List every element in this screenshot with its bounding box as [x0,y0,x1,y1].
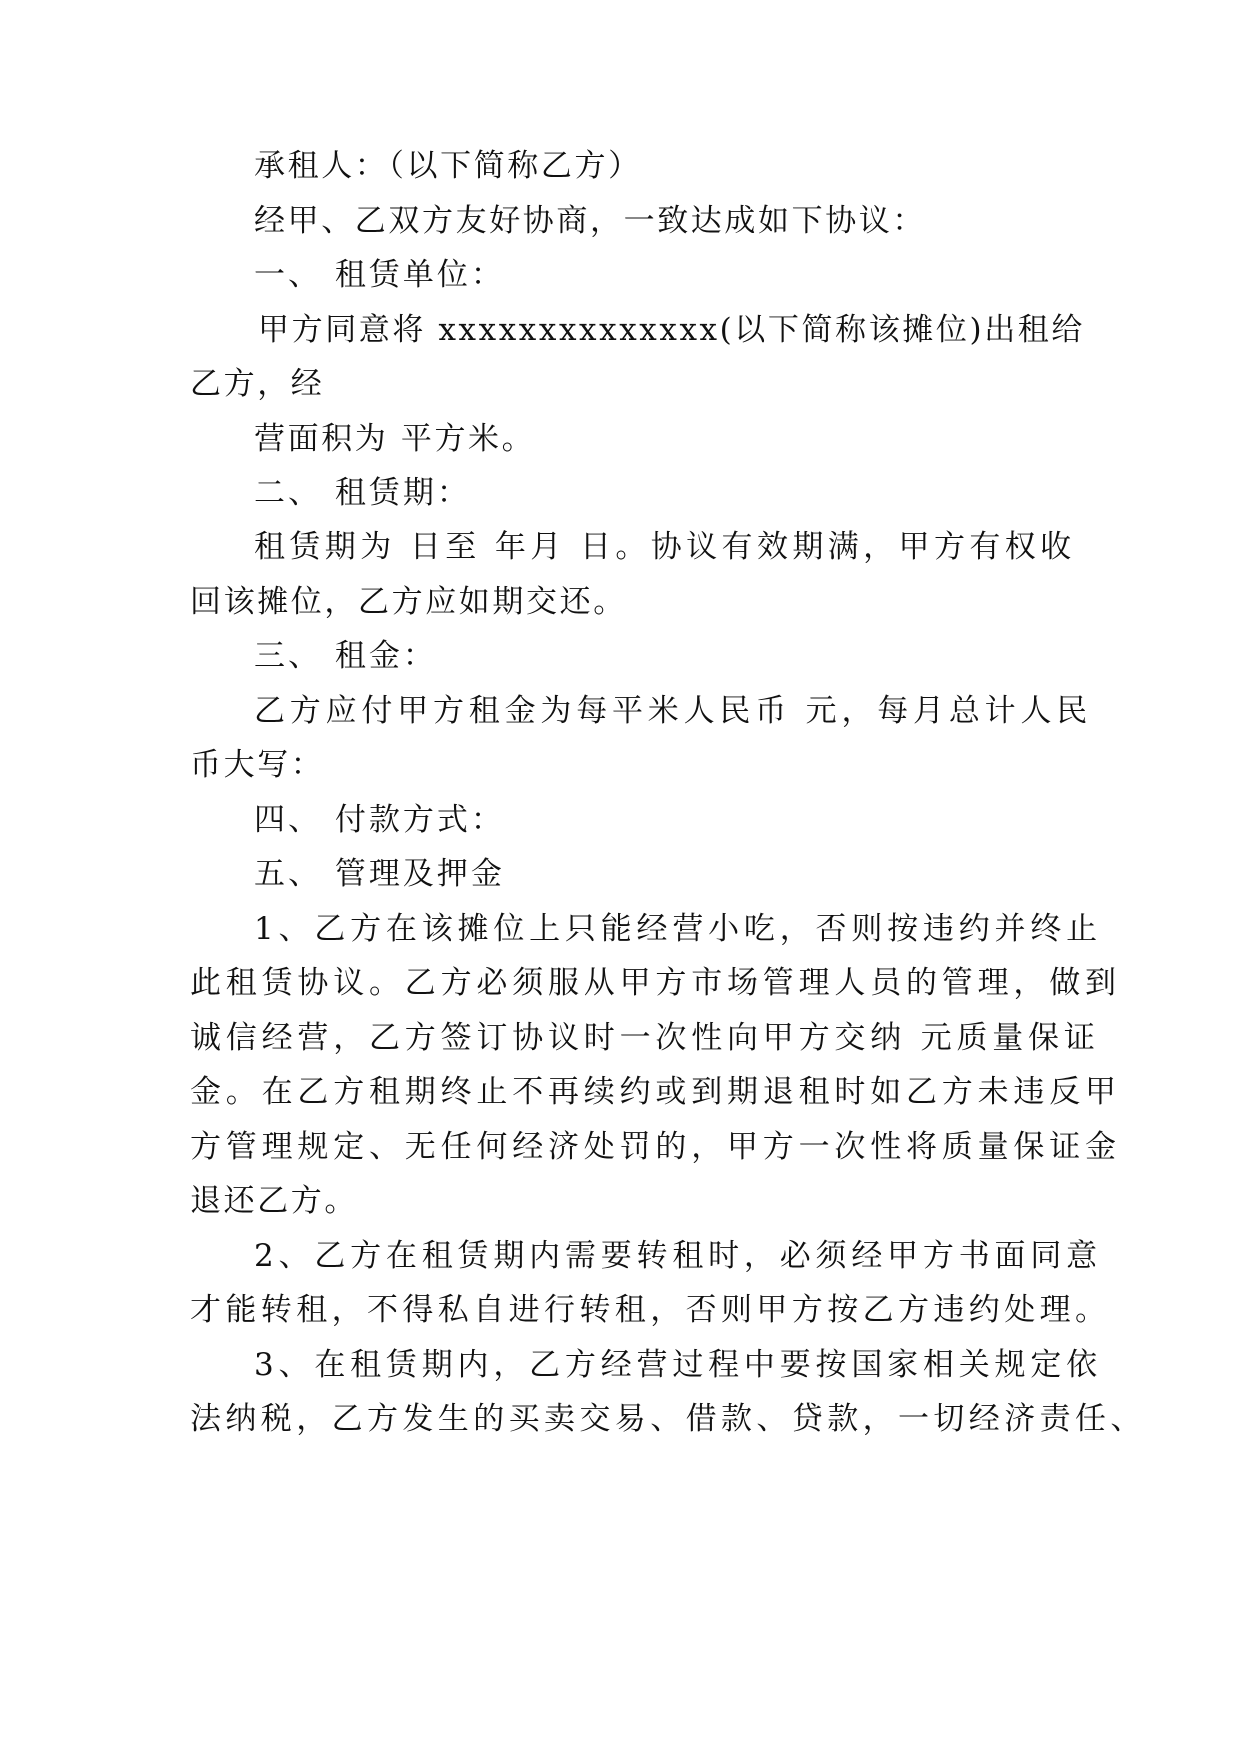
agreement-intro-line: 经甲、乙双方友好协商，一致达成如下协议： [254,203,926,239]
clause-1-line-2: 此租赁协议。乙方必须服从甲方市场管理人员的管理，做到 [190,965,1121,1001]
section-3-text-line-2: 币大写： [190,747,325,783]
clause-2-line-2: 才能转租，不得私自进行转租，否则甲方按乙方违约处理。 [190,1292,1111,1328]
clause-3-line-2: 法纳税，乙方发生的买卖交易、借款、贷款，一切经济责任、 [190,1401,1146,1437]
section-4-heading: 四、 付款方式： [254,802,505,838]
section-2-text-line-2: 回该摊位，乙方应如期交还。 [190,584,627,620]
section-2-heading: 二、 租赁期： [254,475,471,511]
clause-1-line-4: 金。在乙方租期终止不再续约或到期退租时如乙方未违反甲 [190,1074,1121,1110]
clause-1-line-1: 1、乙方在该摊位上只能经营小吃，否则按违约并终止 [254,911,1102,947]
section-3-heading: 三、 租金： [254,638,437,674]
section-3-text-line-1: 乙方应付甲方租金为每平米人民币 元，每月总计人民 [254,693,1093,729]
clause-1-line-6: 退还乙方。 [190,1183,358,1219]
section-5-heading: 五、 管理及押金 [254,856,505,892]
lessee-line: 承租人：（以下简称乙方） [254,148,642,184]
section-1-text-line-2: 乙方，经 [190,366,325,402]
section-1-heading: 一、 租赁单位： [254,257,505,293]
clause-3-line-1: 3、在租赁期内，乙方经营过程中要按国家相关规定依 [254,1347,1102,1383]
clause-2-line-1: 2、乙方在租赁期内需要转租时，必须经甲方书面同意 [254,1238,1102,1274]
section-2-text-line-1: 租赁期为 日至 年月 日。协议有效期满，甲方有权收 [254,529,1076,565]
section-1-text-line-1: 甲方同意将 xxxxxxxxxxxxxx(以下简称该摊位)出租给 [258,312,1086,348]
clause-1-line-3: 诚信经营，乙方签订协议时一次性向甲方交纳 元质量保证 [190,1020,1100,1056]
section-1-text-line-3: 营面积为 平方米。 [254,421,536,457]
clause-1-line-5: 方管理规定、无任何经济处罚的，甲方一次性将质量保证金 [190,1129,1121,1165]
